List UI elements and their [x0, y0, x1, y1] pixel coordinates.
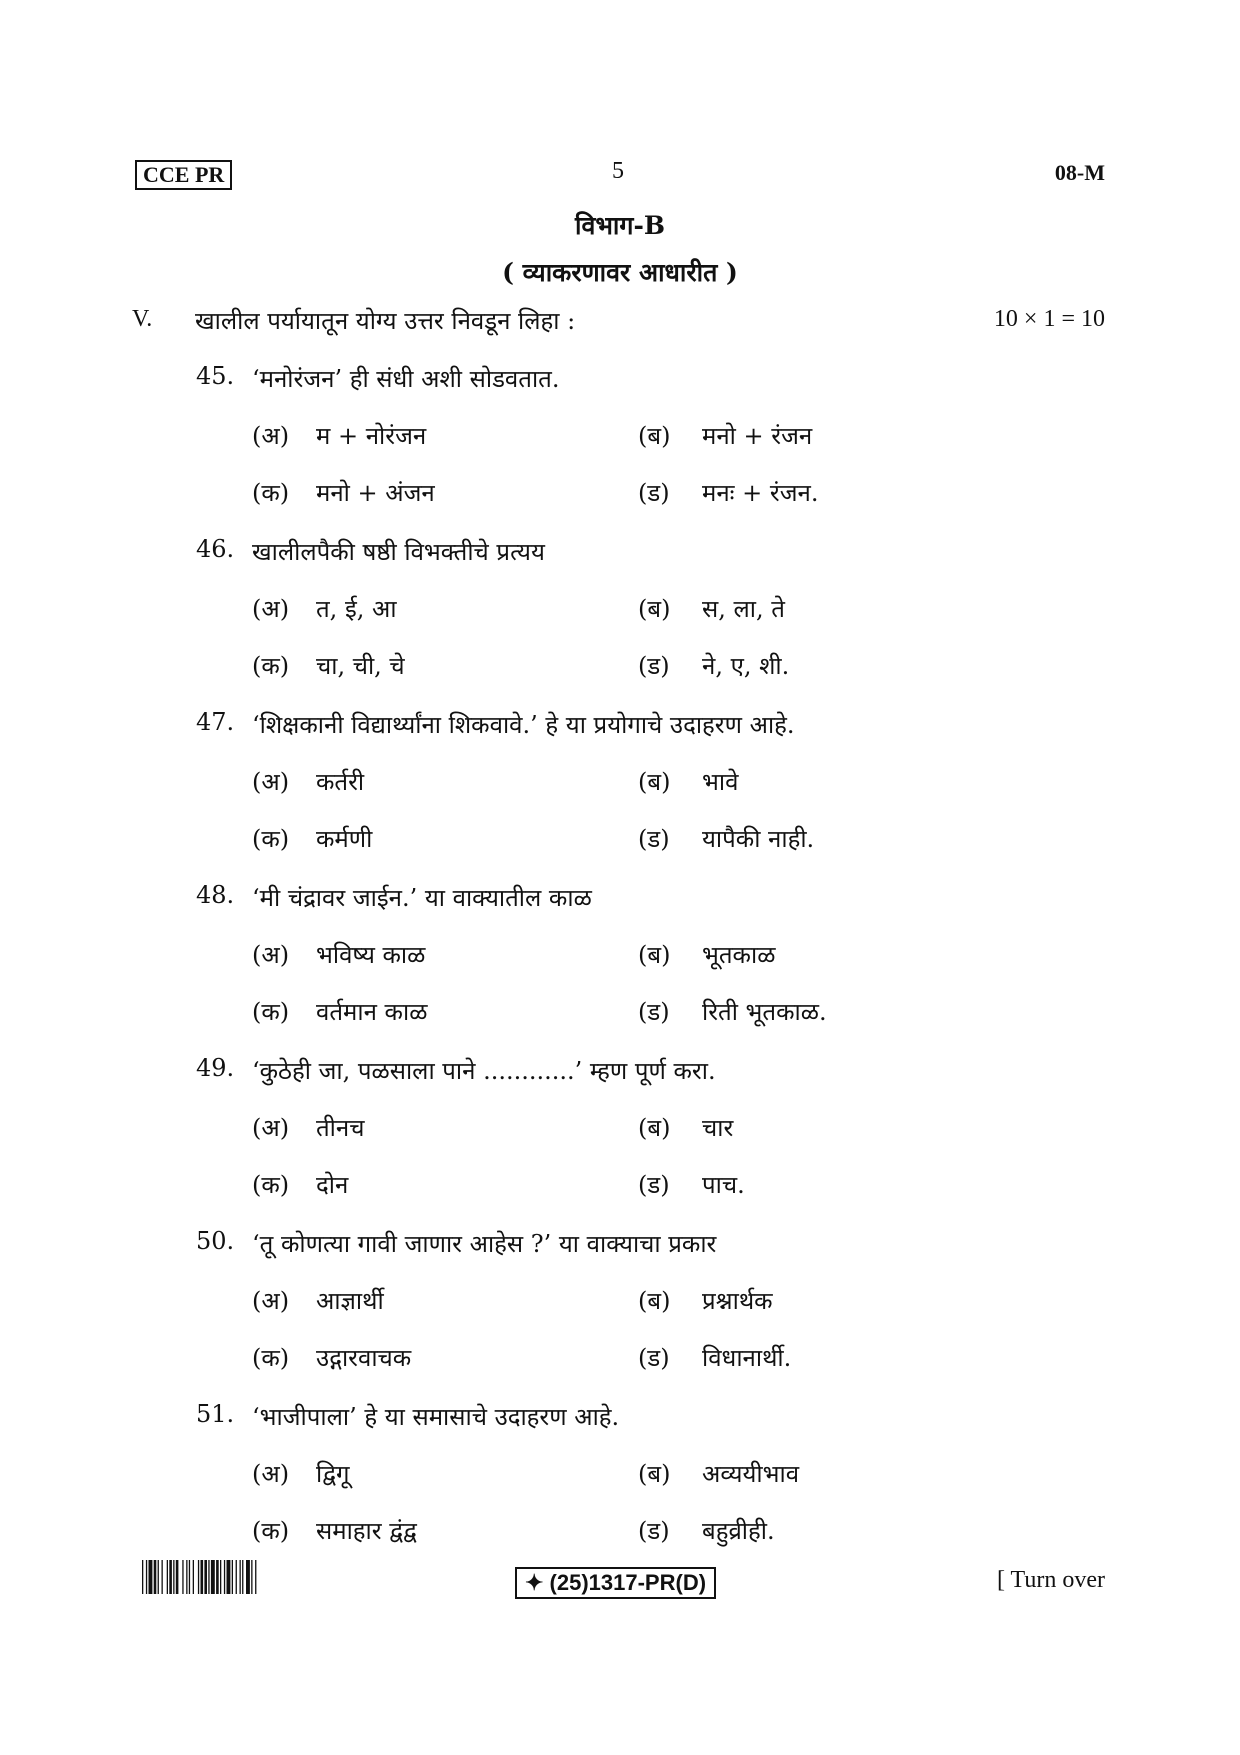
- answer-option: [252, 765, 364, 798]
- option-label: (ब): [638, 1114, 671, 1142]
- option-label: (ड): [638, 1517, 670, 1545]
- question-number: 48.: [196, 881, 235, 909]
- barcode-bar: [204, 1560, 207, 1594]
- option-text: म + नोरंजन: [316, 422, 427, 450]
- question-number: 49.: [196, 1054, 235, 1082]
- question-number: 47.: [196, 708, 235, 736]
- option-label: (क): [252, 998, 290, 1026]
- answer-option: [252, 1514, 417, 1547]
- answer-option: [638, 822, 814, 855]
- option-label: (ब): [638, 422, 671, 450]
- question-text: ‘मनोरंजन’ ही संधी अशी सोडवतात.: [252, 365, 560, 393]
- option-text: कर्तरी: [316, 768, 365, 796]
- barcode-bar: [193, 1560, 194, 1594]
- option-text: समाहार द्वंद्व: [316, 1517, 417, 1545]
- barcode-bar: [211, 1560, 215, 1594]
- option-label: (ड): [638, 479, 670, 507]
- question-text: ‘भाजीपाला’ हे या समासाचे उदाहरण आहे.: [252, 1403, 620, 1431]
- barcode-bar: [142, 1560, 143, 1594]
- paper-code-box: ✦ (25)1317-PR(D): [515, 1567, 716, 1599]
- answer-option: [638, 1514, 775, 1547]
- barcode-bar: [173, 1560, 174, 1594]
- option-label: (क): [252, 652, 290, 680]
- option-label: (ब): [638, 1460, 671, 1488]
- option-text: मनो + अंजन: [316, 479, 435, 507]
- answer-option: [638, 476, 818, 509]
- barcode-bar: [251, 1560, 252, 1594]
- answer-option: [638, 1457, 799, 1490]
- option-label: (अ): [252, 1460, 290, 1488]
- option-text: पाच.: [702, 1171, 745, 1199]
- answer-option: [252, 419, 426, 452]
- barcode-bar: [182, 1560, 183, 1594]
- answer-option: [638, 1168, 745, 1201]
- barcode-bar: [186, 1560, 187, 1594]
- answer-option: [252, 1457, 350, 1490]
- question-group-marks: 10 × 1 = 10: [993, 306, 1105, 332]
- option-text: स, ला, ते: [702, 595, 785, 623]
- question-text: ‘शिक्षकानी विद्यार्थ्यांना शिकवावे.’ हे या प्रयोगाचे उदाहरण आहे.: [252, 711, 795, 739]
- option-text: कर्मणी: [316, 825, 373, 853]
- question-text: खालीलपैकी षष्ठी विभक्तीचे प्रत्यय: [252, 538, 545, 566]
- option-text: बहुव्रीही.: [702, 1517, 775, 1545]
- barcode-bar: [201, 1560, 204, 1594]
- barcode-bar: [208, 1560, 209, 1594]
- option-label: (क): [252, 1344, 290, 1372]
- exam-code-box: CCE PR: [135, 160, 232, 190]
- question-number: 45.: [196, 362, 235, 390]
- option-text: तीनच: [316, 1114, 365, 1142]
- option-text: भावे: [702, 768, 739, 796]
- option-text: वर्तमान काळ: [316, 998, 428, 1026]
- question-text: ‘कुठेही जा, पळसाला पाने ............’ म्हण पूर्ण करा.: [252, 1057, 716, 1085]
- question-text: ‘मी चंद्रावर जाईन.’ या वाक्यातील काळ: [252, 884, 592, 912]
- barcode-bar: [246, 1560, 250, 1594]
- option-text: त, ई, आ: [316, 595, 397, 623]
- answer-option: [252, 1111, 364, 1144]
- barcode-bar: [255, 1560, 256, 1594]
- barcode-bar: [232, 1560, 233, 1594]
- option-label: (ड): [638, 1344, 670, 1372]
- answer-option: [252, 592, 397, 625]
- option-label: (क): [252, 825, 290, 853]
- answer-option: [638, 995, 827, 1028]
- barcode-bar: [154, 1560, 157, 1594]
- answer-option: [638, 938, 775, 971]
- option-label: (अ): [252, 422, 290, 450]
- option-label: (अ): [252, 768, 290, 796]
- option-text: मनः + रंजन.: [702, 479, 819, 507]
- option-text: द्विगू: [316, 1460, 350, 1488]
- barcode-bar: [167, 1560, 168, 1594]
- barcode-bar: [240, 1560, 241, 1594]
- option-text: मनो + रंजन: [702, 422, 813, 450]
- option-text: चार: [702, 1114, 734, 1142]
- section-subtitle: ( व्याकरणावर आधारीत ): [502, 258, 738, 287]
- answer-option: [252, 995, 427, 1028]
- question-group-instruction: खालील पर्यायातून योग्य उत्तर निवडून लिहा :: [195, 307, 576, 335]
- option-text: विधानार्थी.: [702, 1344, 792, 1372]
- barcode-bar: [158, 1560, 159, 1594]
- option-text: चा, ची, चे: [316, 652, 405, 680]
- barcode-bar: [242, 1560, 243, 1594]
- answer-option: [638, 1341, 791, 1374]
- barcode-bar: [149, 1560, 153, 1594]
- option-label: (क): [252, 479, 290, 507]
- option-text: भूतकाळ: [702, 941, 776, 969]
- option-label: (ड): [638, 1171, 670, 1199]
- answer-option: [252, 822, 372, 855]
- option-text: अव्ययीभाव: [702, 1460, 800, 1488]
- barcode-bar: [169, 1560, 172, 1594]
- subject-code: 08-M: [1054, 160, 1105, 185]
- option-text: ने, ए, शी.: [702, 652, 790, 680]
- answer-option: [638, 419, 812, 452]
- option-label: (क): [252, 1171, 290, 1199]
- option-label: (अ): [252, 941, 290, 969]
- question-group-number: V.: [132, 306, 153, 332]
- barcode-bar: [227, 1560, 231, 1594]
- barcode-bar: [236, 1560, 237, 1594]
- option-label: (ब): [638, 941, 671, 969]
- answer-option: [252, 1168, 348, 1201]
- barcode-bar: [224, 1560, 225, 1594]
- option-text: रिती भूतकाळ.: [702, 998, 827, 1026]
- barcode-bar: [189, 1560, 190, 1594]
- question-number: 51.: [196, 1400, 235, 1428]
- answer-option: [252, 476, 435, 509]
- answer-option: [252, 1341, 411, 1374]
- question-text: ‘तू कोणत्या गावी जाणार आहेस ?’ या वाक्याचा प्रकार: [252, 1230, 717, 1258]
- option-text: दोन: [316, 1171, 349, 1199]
- answer-option: [638, 592, 785, 625]
- barcode-bar: [162, 1560, 163, 1594]
- option-text: आज्ञार्थी: [316, 1287, 384, 1315]
- answer-option: [252, 649, 405, 682]
- option-text: उद्गारवाचक: [316, 1344, 412, 1372]
- turn-over-note: [ Turn over: [996, 1567, 1105, 1593]
- barcode-bar: [216, 1560, 219, 1594]
- answer-option: [638, 649, 789, 682]
- barcode-bar: [176, 1560, 179, 1594]
- answer-option: [638, 765, 738, 798]
- option-label: (ब): [638, 768, 671, 796]
- page-number: 5: [612, 158, 624, 184]
- answer-option: [252, 938, 425, 971]
- question-number: 46.: [196, 535, 235, 563]
- section-title: विभाग-B: [574, 211, 665, 240]
- option-label: (अ): [252, 1114, 290, 1142]
- option-label: (क): [252, 1517, 290, 1545]
- option-label: (अ): [252, 1287, 290, 1315]
- option-label: (ड): [638, 998, 670, 1026]
- barcode: [142, 1560, 367, 1594]
- option-label: (ब): [638, 595, 671, 623]
- answer-option: [252, 1284, 384, 1317]
- option-text: यापैकी नाही.: [702, 825, 815, 853]
- option-label: (ड): [638, 825, 670, 853]
- option-text: भविष्य काळ: [316, 941, 426, 969]
- barcode-bar: [198, 1560, 199, 1594]
- question-number: 50.: [196, 1227, 235, 1255]
- option-label: (ड): [638, 652, 670, 680]
- answer-option: [638, 1111, 733, 1144]
- barcode-bar: [146, 1560, 147, 1594]
- answer-option: [638, 1284, 773, 1317]
- barcode-bar: [220, 1560, 221, 1594]
- option-label: (ब): [638, 1287, 671, 1315]
- option-text: प्रश्नार्थक: [702, 1287, 773, 1315]
- option-label: (अ): [252, 595, 290, 623]
